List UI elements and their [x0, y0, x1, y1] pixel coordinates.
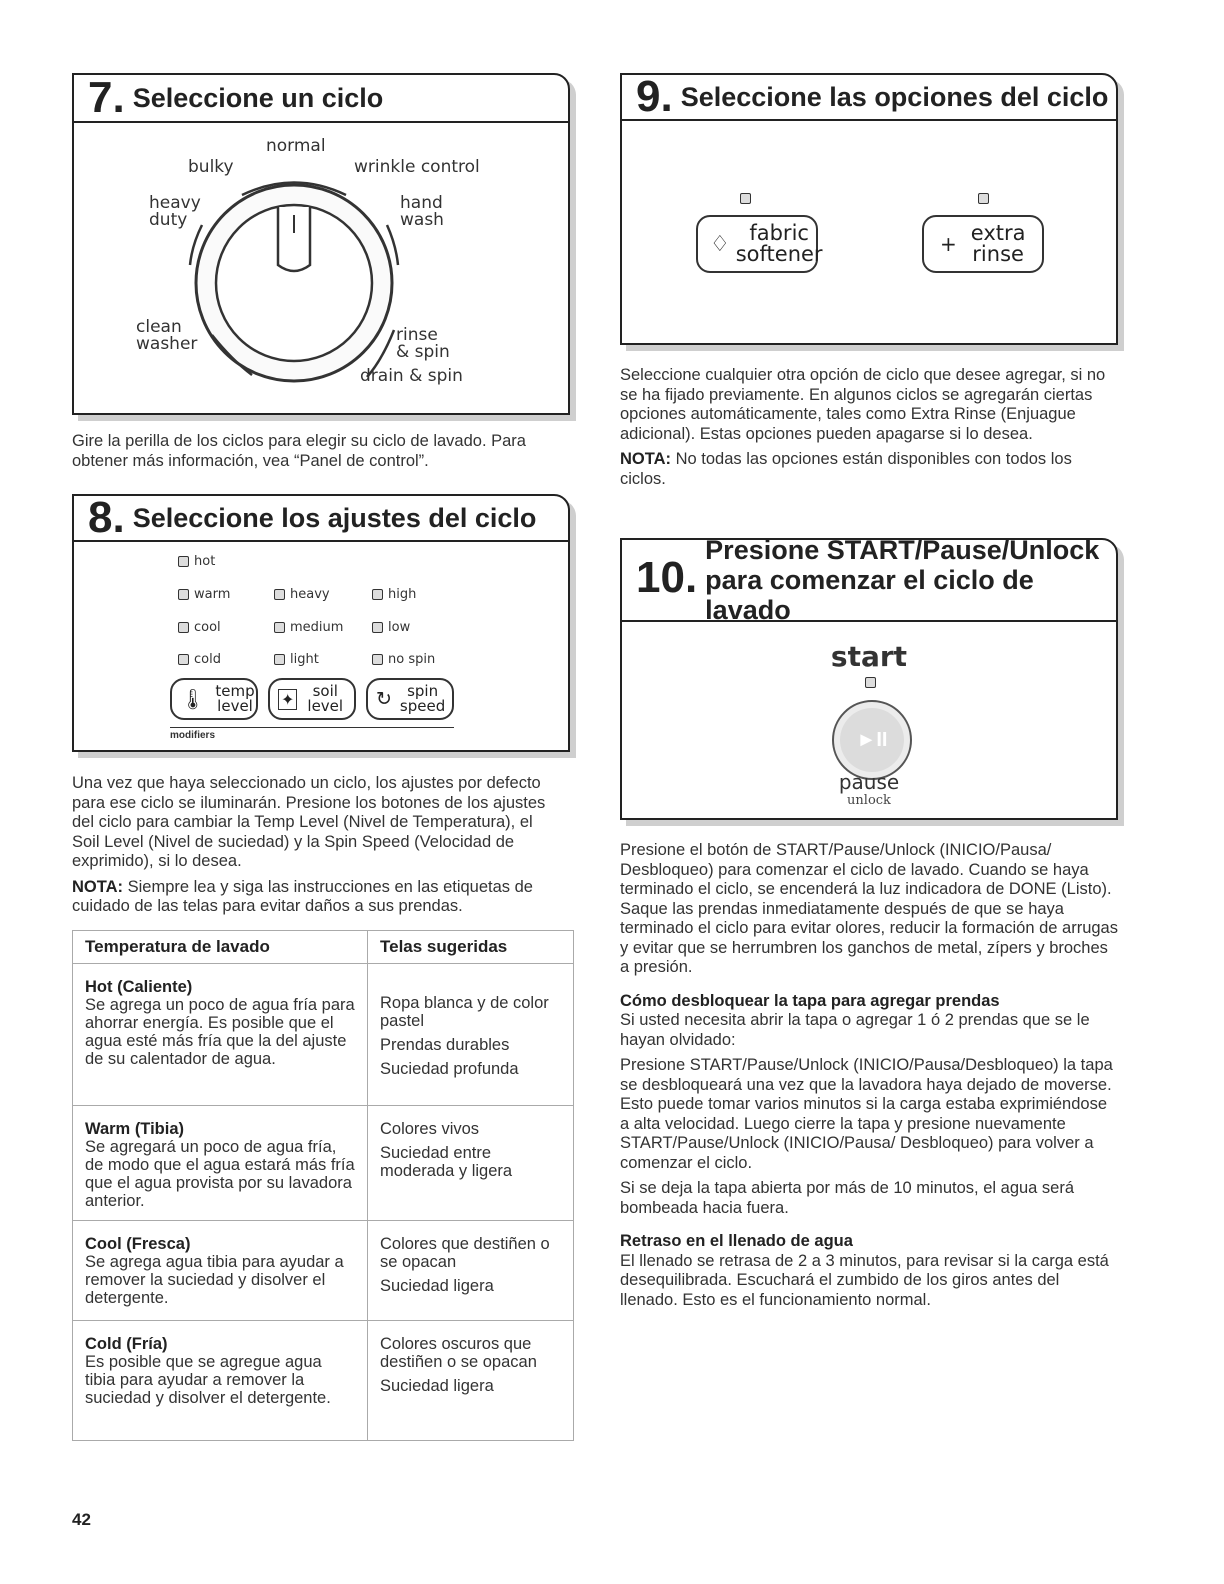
led-icon	[178, 556, 189, 567]
step10-title-line1: Presione START/Pause/Unlock	[705, 535, 1100, 565]
step8-paragraph: Una vez que haya seleccionado un ciclo, los ajustes por defecto para ese ciclo se iluminarán. Presione los botones de los ajustes del ciclo para cambiar la Temp Level (Nivel de Temperatura), el Soil Level (Nivel de suciedad) y la Spin Speed (Velocidad de exprimido), si lo desea.	[72, 774, 546, 870]
step8-number: 8.	[88, 493, 125, 542]
spin-no-spin: no spin	[372, 652, 435, 667]
led-icon	[178, 589, 189, 600]
step9-paragraph: Seleccione cualquier otra opción de ciclo que desee agregar, si no se ha fijado previamente. En algunos ciclos se agregarán ciertas opciones automáticamente, tales como Extra Rinse (Enjuague adicional). Estas opciones pueden apagarse si lo desea.	[620, 366, 1106, 443]
step7-header	[74, 75, 568, 123]
dial-label-and-spin[interactable]: & spin	[396, 342, 450, 362]
dial-label-clean[interactable]: clean	[136, 317, 182, 337]
unlock-p2: Presione START/Pause/Unlock (INICIO/Pausa/Desbloqueo) la tapa se desbloqueará una vez que la lavadora haya dejado de moverse. Esto puede tomar varios minutos si la carga estaba exprimiéndose a alta velocidad. Luego cierre la tapa y presione nuevamente START/Pause/Unlock (INICIO/Pausa/ Desbloqueo) para volver a comenzar el ciclo.	[620, 1056, 1113, 1172]
table-row: Hot (Caliente) Se agrega un poco de agua fría para ahorrar energía. Es posible que el agua esté más fría que la del ajuste de su calentador de agua. Ropa blanca y de color pastel Prendas durables Suciedad profunda	[73, 964, 574, 1106]
dial-label-heavy[interactable]: heavy	[149, 193, 201, 213]
dial-label-bulky[interactable]: bulky	[188, 157, 234, 177]
modifiers-label: modifiers	[170, 730, 216, 741]
dial-label-wash[interactable]: wash	[400, 210, 444, 230]
table-row: Warm (Tibia) Se agregará un poco de agua fría, de modo que el agua estará más fría que el agua provista por su lavadora anterior. Colores vivos Suciedad entre moderada y ligera	[73, 1106, 574, 1221]
dial-label-hand[interactable]: hand	[400, 193, 443, 213]
extra-rinse-button[interactable]: + extra rinse	[922, 215, 1044, 273]
table-header-temperature: Temperatura de lavado	[73, 931, 368, 964]
unlock-label: unlock	[847, 793, 891, 808]
step10-text	[620, 841, 1120, 1316]
spin-low: low	[372, 620, 410, 635]
step9-header	[622, 72, 1116, 121]
step10-header	[622, 535, 1116, 625]
step7-text: Gire la perilla de los ciclos para elegir su ciclo de lavado. Para obtener más información, vea “Panel de control”.	[72, 432, 526, 470]
led-icon	[274, 589, 285, 600]
table-row: Cool (Fresca) Se agrega agua tibia para ayudar a remover la suciedad y disolver el detergente. Colores que destiñen o se opacan Suciedad ligera	[73, 1221, 574, 1321]
spin-arrow-icon: ↻	[376, 688, 392, 710]
rinse-shower-icon: +	[940, 232, 957, 256]
led-icon	[178, 654, 189, 665]
step7-number: 7.	[88, 73, 125, 122]
step7-panel	[72, 73, 570, 415]
step10-paragraph: Presione el botón de START/Pause/Unlock (INICIO/Pausa/ Desbloqueo) para comenzar el ciclo de lavado. Cuando se haya terminado el ciclo, se encenderá la luz indicadora de DONE (Listo). Saque las prendas inmediatamente después de que se haya terminado el ciclo para evitar olores, reducir la formación de arrugas y evitar que se herrumbren los ganchos de metal, zípers y broches a presión.	[620, 841, 1118, 976]
dial-label-washer[interactable]: washer	[136, 334, 198, 354]
spin-speed-button[interactable]: ↻ spin speed	[366, 678, 454, 720]
led-icon	[372, 622, 383, 633]
start-led	[865, 677, 876, 688]
step9-note: NOTA: No todas las opciones están disponibles con todos los ciclos.	[620, 450, 1072, 488]
extra-rinse-led	[978, 193, 989, 204]
step10-number: 10.	[636, 553, 698, 602]
spin-high: high	[372, 587, 416, 602]
wash-temperature-table	[72, 930, 574, 1441]
pause-label: pause	[838, 770, 900, 794]
table-header-fabrics: Telas sugeridas	[368, 931, 574, 964]
dial-label-duty[interactable]: duty	[149, 210, 188, 230]
droplet-icon: ♢	[710, 231, 730, 257]
soil-light: light	[274, 652, 319, 667]
step7-title: Seleccione un ciclo	[132, 82, 384, 113]
soil-heavy: heavy	[274, 587, 330, 602]
step10-panel	[620, 535, 1118, 820]
fabric-softener-led	[740, 193, 751, 204]
delay-heading: Retraso en el llenado de agua	[620, 1232, 853, 1250]
step10-title-line2: para comenzar el ciclo de lavado	[705, 565, 1034, 625]
thermometer-icon: 🌡	[180, 687, 206, 711]
fabric-softener-button[interactable]: ♢ fabric softener	[696, 215, 818, 273]
temp-hot: hot	[178, 554, 215, 569]
step9-text	[620, 366, 1120, 495]
led-icon	[372, 654, 383, 665]
temp-warm: warm	[178, 587, 230, 602]
unlock-heading: Cómo desbloquear la tapa para agregar prendas	[620, 991, 1000, 1010]
soil-medium: medium	[274, 620, 343, 635]
start-pause-button[interactable]	[832, 700, 912, 780]
led-icon	[372, 589, 383, 600]
modifiers-rule	[170, 727, 454, 728]
temp-cool: cool	[178, 620, 221, 635]
dial-label-normal[interactable]: normal	[266, 136, 326, 156]
start-label: start	[830, 640, 908, 673]
step8-title: Seleccione los ajustes del ciclo	[132, 502, 537, 533]
step8-note: NOTA: Siempre lea y siga las instrucciones en las etiquetas de cuidado de las telas para evitar daños a sus prendas.	[72, 877, 533, 915]
led-icon	[274, 654, 285, 665]
page-number: 42	[72, 1510, 91, 1529]
delay-paragraph: El llenado se retrasa de 2 a 3 minutos, para revisar si la carga está desequilibrada. Escuchará el zumbido de los giros antes del llenado. Esto es el funcionamiento normal.	[620, 1251, 1109, 1309]
step9-number: 9.	[636, 72, 673, 121]
soil-level-button[interactable]: ✦ soil level	[268, 678, 356, 720]
led-icon	[178, 622, 189, 633]
play-pause-icon: ►II	[856, 728, 888, 751]
step8-panel	[72, 494, 570, 752]
table-row: Cold (Fría) Es posible que se agregue agua tibia para ayudar a remover la suciedad y disolver el detergente. Colores oscuros que destiñen o se opacan Suciedad ligera	[73, 1321, 574, 1441]
dial-label-rinse[interactable]: rinse	[396, 325, 438, 345]
unlock-p1: Si usted necesita abrir la tapa o agregar 1 ó 2 prendas que se le hayan olvidado:	[620, 1011, 1090, 1049]
step9-panel	[620, 73, 1118, 345]
step9-title: Seleccione las opciones del ciclo	[680, 81, 1109, 112]
dial-label-wrinkle-control[interactable]: wrinkle control	[354, 157, 480, 177]
step8-header	[74, 493, 568, 542]
dial-label-drain-spin[interactable]: drain & spin	[360, 366, 463, 386]
temp-level-button[interactable]: 🌡 temp level	[170, 678, 258, 720]
shirt-icon: ✦	[278, 689, 297, 710]
unlock-p3: Si se deja la tapa abierta por más de 10 minutos, el agua será bombeada hacia fuera.	[620, 1179, 1075, 1217]
temp-cold: cold	[178, 652, 221, 667]
led-icon	[274, 622, 285, 633]
step8-text	[72, 774, 552, 923]
